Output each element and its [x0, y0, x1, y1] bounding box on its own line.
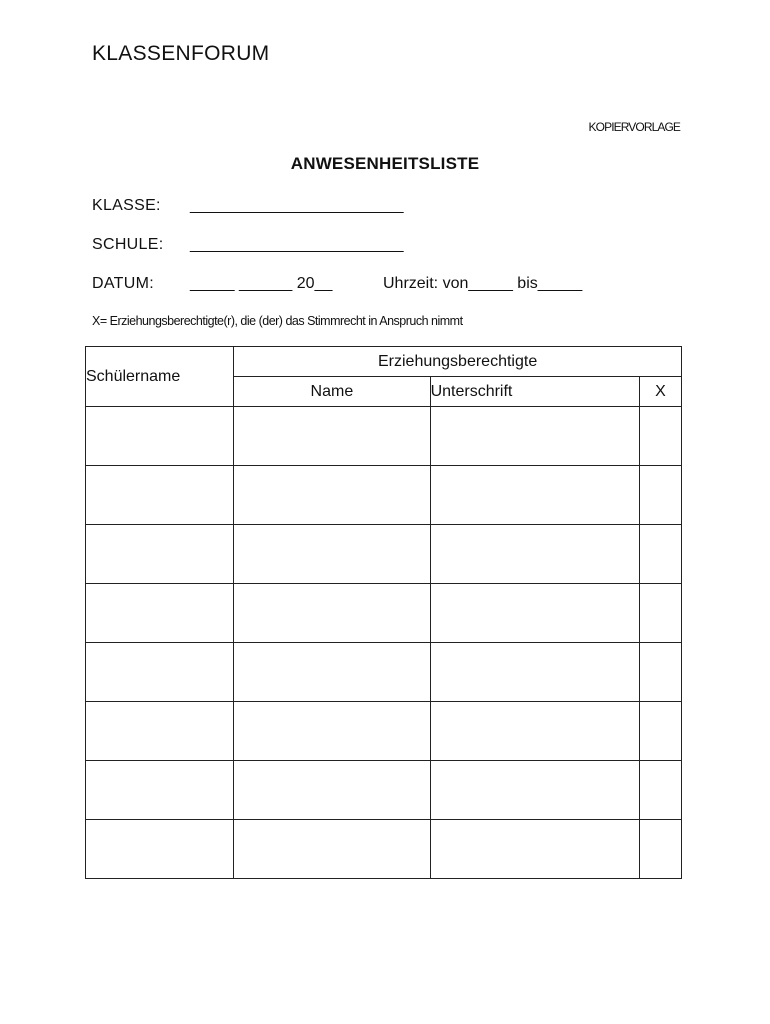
guardian-name-cell[interactable]	[234, 525, 430, 584]
guardian-header: Erziehungsberechtigte	[234, 347, 682, 377]
datum-label: DATUM:	[92, 275, 154, 292]
student-name-header: Schülername	[86, 347, 234, 407]
copy-template-label: KOPIERVORLAGE	[588, 120, 680, 134]
student-name-cell[interactable]	[86, 702, 234, 761]
schule-field[interactable]: ________________________	[190, 236, 404, 253]
student-name-cell[interactable]	[86, 525, 234, 584]
uhrzeit-field[interactable]: Uhrzeit: von_____ bis_____	[383, 275, 583, 292]
table-row	[86, 584, 682, 643]
guardian-name-cell[interactable]	[234, 643, 430, 702]
signature-cell[interactable]	[430, 407, 639, 466]
vote-mark-cell[interactable]	[639, 761, 681, 820]
header-title: KLASSENFORUM	[92, 42, 270, 65]
signature-cell[interactable]	[430, 584, 639, 643]
vote-mark-cell[interactable]	[639, 525, 681, 584]
signature-cell[interactable]	[430, 643, 639, 702]
signature-cell[interactable]	[430, 820, 639, 879]
guardian-name-cell[interactable]	[234, 407, 430, 466]
vote-mark-cell[interactable]	[639, 702, 681, 761]
table-row	[86, 466, 682, 525]
vote-mark-cell[interactable]	[639, 820, 681, 879]
datum-field[interactable]: _____ ______ 20__	[190, 275, 333, 292]
guardian-name-cell[interactable]	[234, 820, 430, 879]
signature-cell[interactable]	[430, 466, 639, 525]
guardian-name-cell[interactable]	[234, 584, 430, 643]
x-header: X	[639, 377, 681, 407]
signature-cell[interactable]	[430, 761, 639, 820]
vote-mark-cell[interactable]	[639, 407, 681, 466]
table-row	[86, 820, 682, 879]
student-name-cell[interactable]	[86, 820, 234, 879]
student-name-cell[interactable]	[86, 761, 234, 820]
table-row	[86, 761, 682, 820]
guardian-name-cell[interactable]	[234, 761, 430, 820]
signature-cell[interactable]	[430, 702, 639, 761]
table-row	[86, 407, 682, 466]
student-name-cell[interactable]	[86, 407, 234, 466]
table-row	[86, 702, 682, 761]
signature-header: Unterschrift	[430, 377, 639, 407]
vote-mark-cell[interactable]	[639, 643, 681, 702]
table-row	[86, 643, 682, 702]
document-title: ANWESENHEITSLISTE	[290, 154, 480, 173]
klasse-field[interactable]: ________________________	[190, 197, 404, 214]
legend-note: X= Erziehungsberechtigte(r), die (der) das Stimmrecht in Anspruch nimmt	[92, 314, 463, 328]
attendance-table	[85, 346, 682, 879]
student-name-cell[interactable]	[86, 466, 234, 525]
klasse-label: KLASSE:	[92, 197, 161, 214]
schule-label: SCHULE:	[92, 236, 164, 253]
signature-cell[interactable]	[430, 525, 639, 584]
vote-mark-cell[interactable]	[639, 584, 681, 643]
student-name-cell[interactable]	[86, 584, 234, 643]
table-row	[86, 525, 682, 584]
student-name-cell[interactable]	[86, 643, 234, 702]
guardian-name-cell[interactable]	[234, 702, 430, 761]
guardian-name-cell[interactable]	[234, 466, 430, 525]
name-header: Name	[234, 377, 430, 407]
vote-mark-cell[interactable]	[639, 466, 681, 525]
